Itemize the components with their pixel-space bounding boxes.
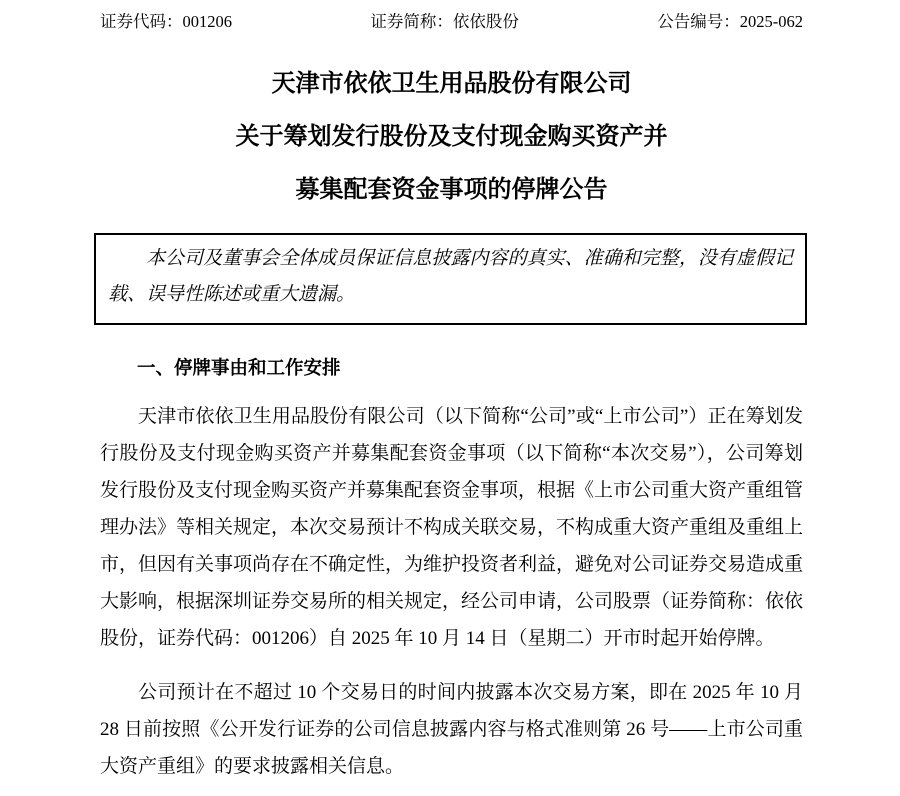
document-header [100, 8, 803, 34]
title-line-subject: 关于筹划发行股份及支付现金购买资产并 [235, 124, 668, 150]
paragraph-suspension-reason: 天津市依依卫生用品股份有限公司（以下简称“公司”或“上市公司”）正在筹划发行股份及支付现金购买资产并募集配套资金事项（以下简称“本次交易”），公司筹划发行股份及支付现金购买资产并募集配套资金事项，根据《上市公司重大资产重组管理办法》等相关规定，本次交易预计不构成关联交易，不构成重大资产重组及重组上市，但因有关事项尚存在不确定性，为维护投资者利益，避免对公司证券交易造成重大影响，根据深圳证券交易所的相关规定，经公司申请，公司股票（证券简称：依依股份，证券代码：001206）自 2025 年 10 月 14 日（星期二）开市时起开始停牌。 [100, 406, 804, 649]
section-heading-suspension-arrangement: 一、停牌事由和工作安排 [137, 357, 341, 378]
title-line-company: 天津市依依卫生用品股份有限公司 [271, 71, 632, 97]
title-line-suspension: 募集配套资金事项的停牌公告 [295, 177, 608, 203]
announcement-number-label: 公告编号：2025-062 [657, 12, 803, 31]
document-title [100, 58, 803, 217]
disclaimer-text: 本公司及董事会全体成员保证信息披露内容的真实、准确和完整，没有虚假记载、误导性陈述或重大遗漏。 [108, 248, 793, 305]
stock-name-label: 证券简称：依依股份 [370, 12, 519, 31]
paragraph-disclosure-plan: 公司预计在不超过 10 个交易日的时间内披露本次交易方案，即在 2025 年 10 月 28 日前按照《公开发行证券的公司信息披露内容与格式准则第 26 号——上市公司重大资产重组》的要求披露相关信息。 [100, 682, 803, 777]
disclaimer-box [94, 233, 807, 325]
stock-code-label: 证券代码：001206 [100, 12, 232, 31]
